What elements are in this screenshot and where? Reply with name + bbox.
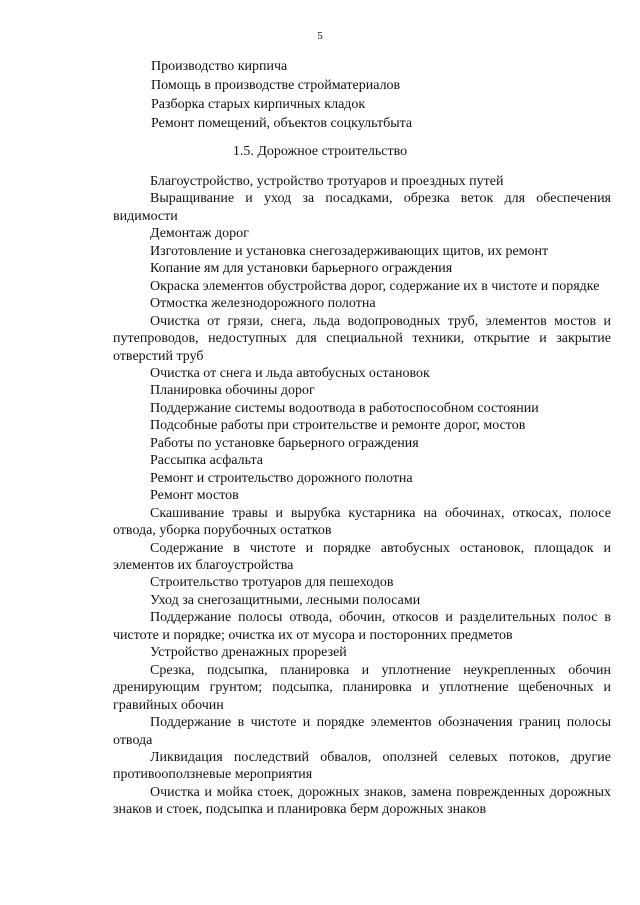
- list-item: Разборка старых кирпичных кладок: [151, 97, 366, 112]
- list-item: Ремонт и строительство дорожного полотна: [150, 470, 413, 486]
- section-heading: 1.5. Дорожное строительство: [232, 144, 408, 159]
- list-item: Очистка от снега и льда автобусных остановок: [150, 365, 430, 381]
- list-item: Планировка обочины дорог: [150, 383, 315, 399]
- list-item: Производство кирпича: [151, 59, 288, 74]
- list-item: Работы по установке барьерного ограждения: [150, 435, 419, 451]
- page-number: 5: [317, 30, 323, 42]
- list-item: Копание ям для установки барьерного ограждения: [150, 261, 453, 277]
- top-item-list: [151, 57, 611, 133]
- list-item: Поддержание в чистоте и порядке элементов обозначения границ полосы отвода: [113, 715, 611, 748]
- list-item: Поддержание полосы отвода, обочин, откосов и разделительных полос в чистоте и порядке; очистка их от мусора и посторонних предметов: [113, 610, 611, 643]
- list-item: Ремонт помещений, объектов соцкультбыта: [151, 116, 413, 131]
- list-item: Очистка от грязи, снега, льда водопроводных труб, элементов мостов и путепроводов, недоступных для специальной техники, открытие и закрытие отверстий труб: [113, 313, 611, 364]
- list-item: Строительство тротуаров для пешеходов: [150, 575, 394, 591]
- list-item: Отмостка железнодорожного полотна: [150, 296, 376, 312]
- list-item: Окраска элементов обустройства дорог, содержание их в чистоте и порядке: [150, 278, 600, 294]
- list-item: Скашивание травы и вырубка кустарника на обочинах, откосах, полосе отвода, уборка порубочных остатков: [113, 505, 611, 539]
- list-item: Срезка, подсыпка, планировка и уплотнение неукрепленных обочин дренирующим грунтом; подсыпка, планировка и уплотнение щебеночных и гравийных обочин: [113, 662, 611, 713]
- list-item: Поддержание системы водоотвода в работоспособном состоянии: [150, 400, 539, 416]
- list-item: Очистка и мойка стоек, дорожных знаков, замена поврежденных дорожных знаков и стоек, подсыпка и планировка берм дорожных знаков: [113, 784, 611, 818]
- list-item: Помощь в производстве стройматериалов: [151, 78, 401, 93]
- list-item: Ремонт мостов: [150, 488, 239, 504]
- list-item: Ликвидация последствий обвалов, оползней селевых потоков, другие противооползневые мероприятия: [113, 749, 611, 783]
- list-item: Устройство дренажных прорезей: [150, 645, 347, 661]
- section-item-list: [113, 173, 611, 819]
- list-item: Уход за снегозащитными, лесными полосами: [150, 592, 421, 608]
- list-item: Демонтаж дорог: [150, 226, 249, 242]
- list-item: Содержание в чистоте и порядке автобусных остановок, площадок и элементов их благоустройства: [113, 540, 611, 573]
- list-item: Благоустройство, устройство тротуаров и проездных путей: [150, 174, 504, 189]
- list-item: Рассыпка асфальта: [150, 453, 263, 469]
- list-item: Подсобные работы при строительстве и ремонте дорог, мостов: [150, 418, 526, 434]
- list-item: Изготовление и установка снегозадерживающих щитов, их ремонт: [150, 243, 549, 259]
- list-item: Выращивание и уход за посадками, обрезка веток для обеспечения видимости: [113, 191, 611, 224]
